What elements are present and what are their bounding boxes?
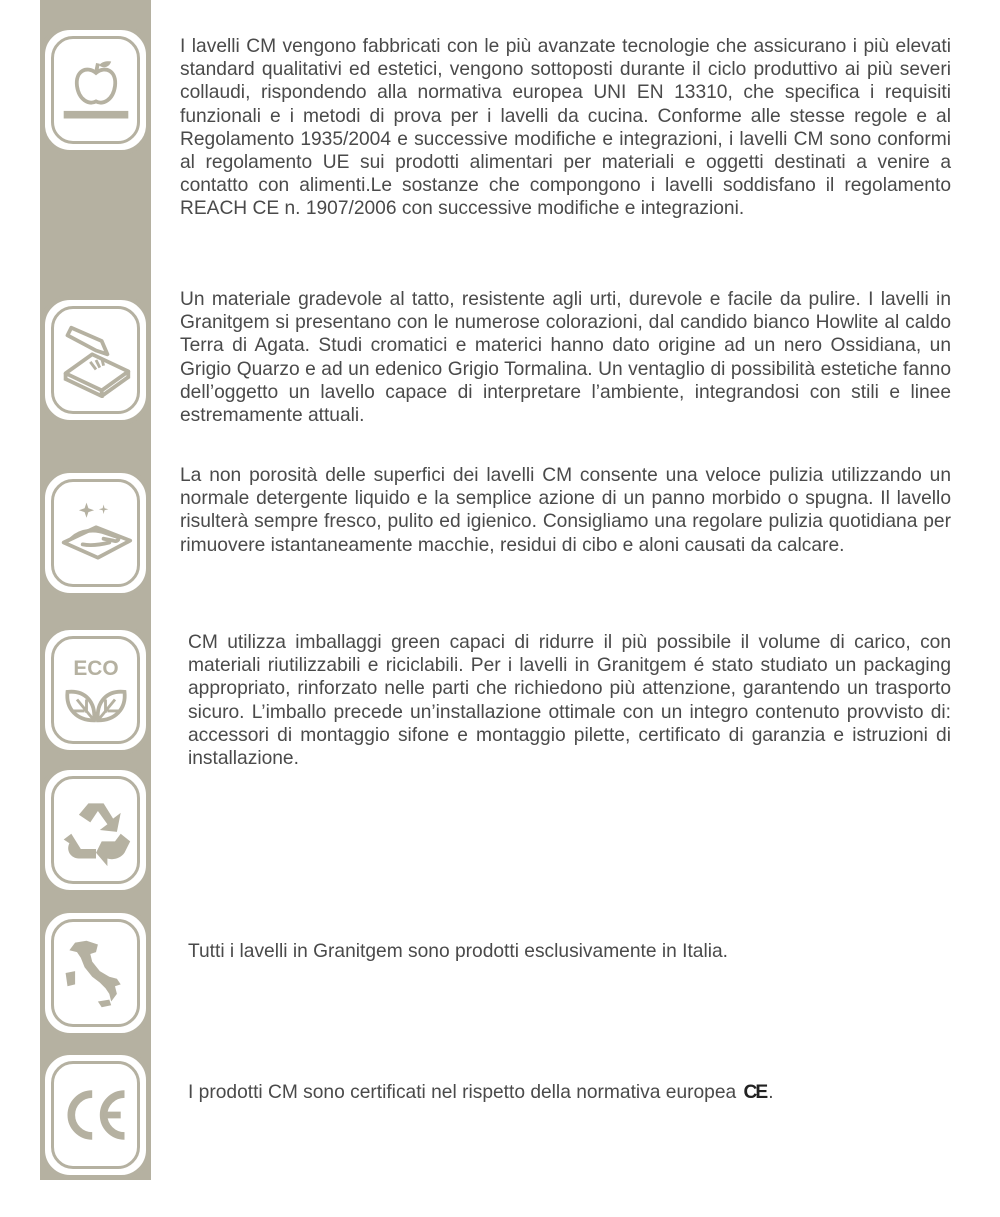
ce-mark-icon [58, 1077, 134, 1153]
food-safe-badge [40, 25, 151, 155]
apple-on-plate-icon [58, 52, 134, 128]
scratch-resistant-badge [40, 295, 151, 425]
eco-badge [40, 625, 151, 755]
certification-paragraph [188, 1081, 951, 1104]
material-paragraph: Un materiale gradevole al tatto, resistente agli urti, durevole e facile da pulire. I lavelli in Granitgem si presentano con le numerose colorazioni, dal candido bianco Howlite al caldo Terra di Agata. Studi cromatici e materici hanno dato origine ad un nero Ossidiana, un Grigio Quarzo e ad un edenico Grigio Tormalina. Un ventaglio di possibilità estetiche fanno dell’oggetto un lavello capace di interpretare l’ambiente, integrandosi con stili e linee estremamente attuali. [180, 289, 951, 427]
packaging-paragraph: CM utilizza imballaggi green capaci di ridurre il più possibile il volume di carico, con materiali riutilizzabili e riciclabili. Per i lavelli in Granitgem é stato studiato un packaging appropriato, rinforzato nelle parti che richiedono più attenzione, garantendo un trasporto sicuro. L’imballo precede un’installazione ottimale con un integro contenuto provvisto di: accessori di montaggio sifone e montaggio pilette, certificato di garanzia e istruzioni di installazione. [188, 632, 951, 770]
eco-leaves-icon [58, 652, 134, 728]
recycle-badge [40, 765, 151, 895]
ce-inline-mark: CE [743, 1082, 767, 1103]
certification-period: . [768, 1082, 774, 1103]
recycle-icon [58, 792, 134, 868]
eco-label: ECO [72, 656, 119, 680]
scratch-resistant-icon [58, 322, 134, 398]
ce-badge [40, 1050, 151, 1180]
cleaning-paragraph: La non porosità delle superfici dei lavelli CM consente una veloce pulizia utilizzando un normale detergente liquido e la semplice azione di un panno morbido o spugna. Il lavello risulterà sempre fresco, pulito ed igienico. Consigliamo una regolare pulizia quotidiana per rimuovere istantaneamente macchie, residui di cibo e aloni causati da calcare. [180, 465, 951, 556]
easy-clean-badge [40, 468, 151, 598]
food-safety-paragraph: I lavelli CM vengono fabbricati con le più avanzate tecnologie che assicurano i più elevati standard qualitativi ed estetici, vengono sottoposti durante il ciclo produttivo ai più severi collaudi, rispondendo alla normativa europea UNI EN 13310, che specifica i requisiti funzionali e i metodi di prova per i lavelli da cucina. Conforme alle stesse regole e al Regolamento 1935/2004 e successive modifiche e integrazioni, i lavelli CM sono conformi al regolamento UE sui prodotti alimentari per materiali e oggetti destinati a venire a contatto con alimenti.Le sostanze che compongono i lavelli soddisfano il regolamento REACH CE n. 1907/2006 con successive modifiche e integrazioni. [180, 36, 951, 220]
easy-clean-icon [58, 495, 134, 571]
certification-text: I prodotti CM sono certificati nel rispetto della normativa europea [188, 1082, 737, 1103]
italy-map-icon [58, 935, 134, 1011]
made-in-italy-paragraph: Tutti i lavelli in Granitgem sono prodotti esclusivamente in Italia. [188, 941, 728, 962]
made-in-italy-badge [40, 908, 151, 1038]
